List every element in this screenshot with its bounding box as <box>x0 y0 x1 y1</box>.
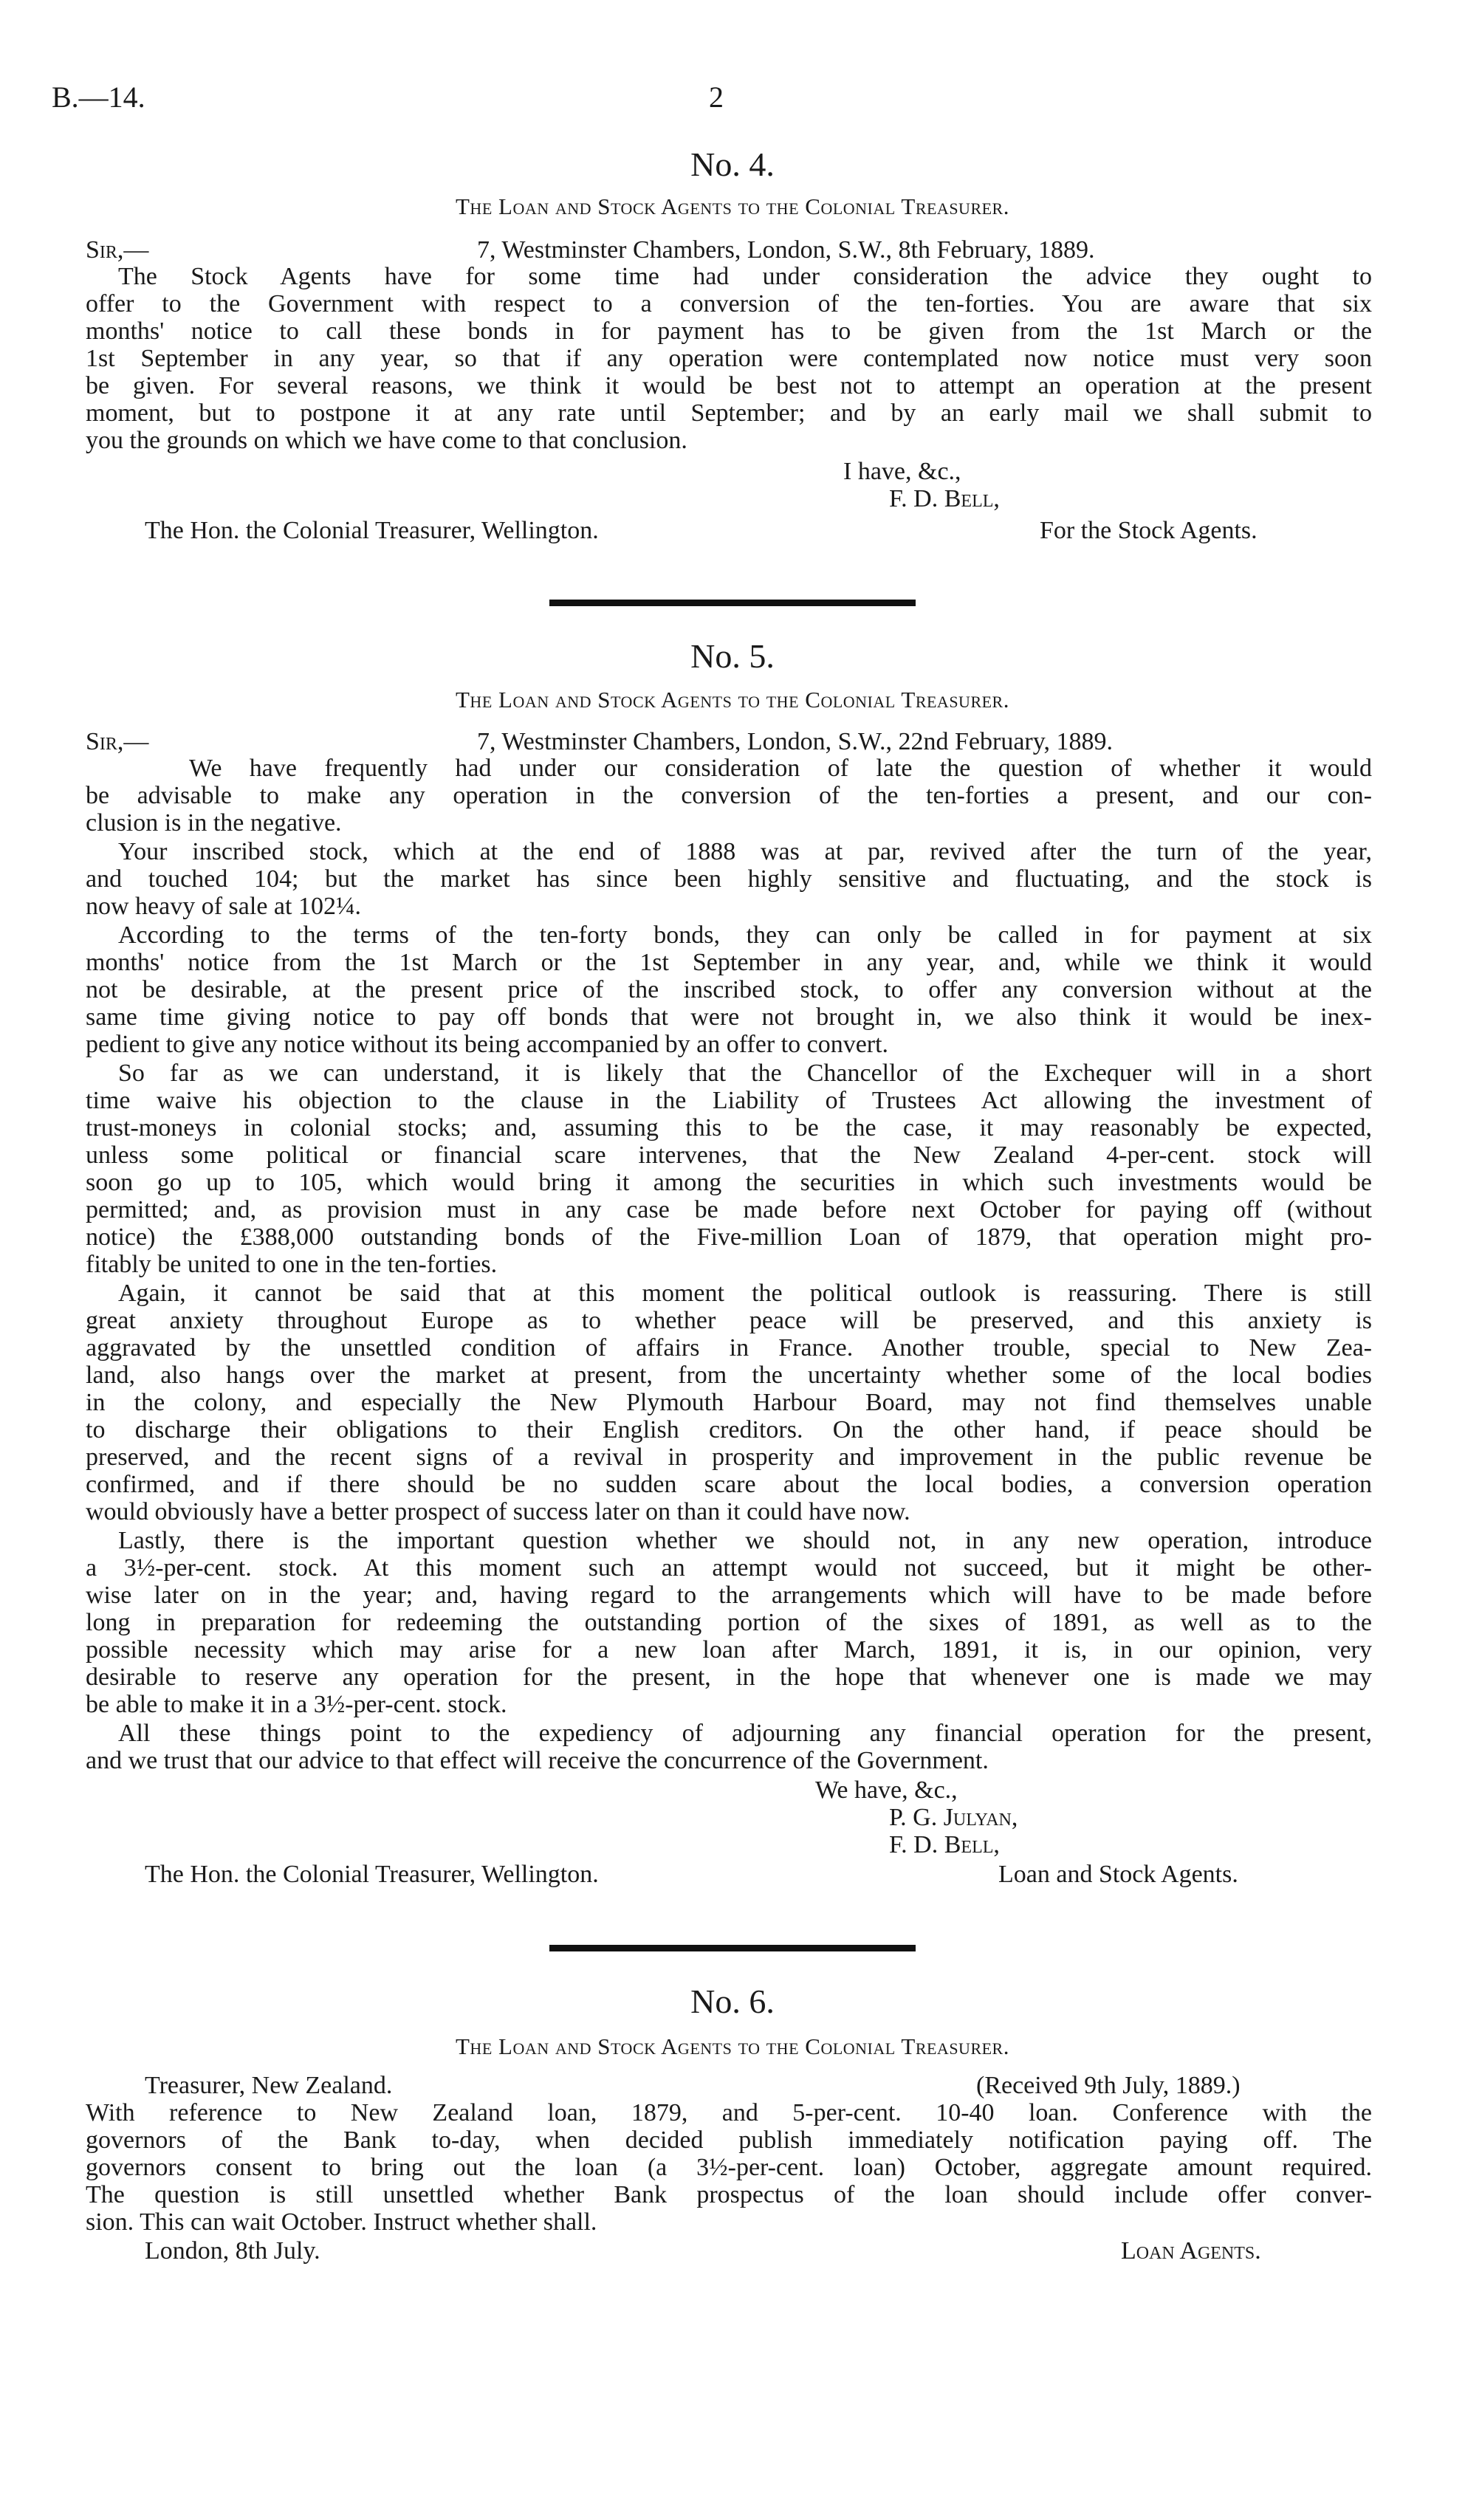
signature: Loan Agents. <box>1121 2237 1261 2265</box>
body-line: wise later on in the year; and, having regard to the arrangements which will have to be made before <box>86 1582 1372 1609</box>
closing: We have, &c., <box>815 1776 958 1804</box>
letter-subtitle: The Loan and Stock Agents to the Colonial Treasurer. <box>456 2033 1009 2059</box>
body-line: a 3½-per-cent. stock. At this moment such an attempt would not succeed, but it might be other- <box>86 1554 1372 1582</box>
section-divider <box>549 1945 916 1951</box>
body-line: time waive his objection to the clause in the Liability of Trustees Act allowing the investment of <box>86 1087 1372 1114</box>
body-line: notice) the £388,000 outstanding bonds of the Five-million Loan of 1879, that operation might pro- <box>86 1223 1372 1251</box>
body-line: long in preparation for redeeming the outstanding portion of the sixes of 1891, as well as to the <box>86 1609 1372 1636</box>
body-line: be advisable to make any operation in the conversion of the ten-forties a present, and our con- <box>86 782 1372 809</box>
body-line: All these things point to the expediency of adjourning any financial operation for the present, <box>118 1720 1372 1747</box>
body-line: trust-moneys in colonial stocks; and, assuming this to be the case, it may reasonably be expected, <box>86 1114 1372 1141</box>
body-line: aggravated by the unsettled condition of affairs in France. Another trouble, special to New Zea- <box>86 1334 1372 1362</box>
body-line: Lastly, there is the important question whether we should not, in any new operation, introduce <box>118 1527 1372 1554</box>
body-line: great anxiety throughout Europe as to whether peace will be preserved, and this anxiety is <box>86 1307 1372 1334</box>
letter-subtitle: The Loan and Stock Agents to the Colonial Treasurer. <box>456 687 1009 713</box>
body-line: would obviously have a better prospect of success later on than it could have now. <box>86 1498 910 1525</box>
body-line: With reference to New Zealand loan, 1879, and 5-per-cent. 10-40 loan. Conference with the <box>86 2099 1372 2126</box>
body-line: According to the terms of the ten-forty bonds, they can only be called in for payment at six <box>118 921 1372 949</box>
salutation: Sir,— <box>86 728 149 755</box>
salutation: Sir,— <box>86 236 149 264</box>
body-line: be given. For several reasons, we think it would be best not to attempt an operation at the present <box>86 372 1372 399</box>
letter-number: No. 5. <box>690 637 775 675</box>
signatory: F. D. Bell, <box>889 1831 1000 1858</box>
signatory-role: Loan and Stock Agents. <box>998 1861 1238 1888</box>
recipient: The Hon. the Colonial Treasurer, Wellington. <box>145 1861 599 1888</box>
body-line: in the colony, and especially the New Plymouth Harbour Board, may not find themselves unable <box>86 1389 1372 1416</box>
letter-number: No. 6. <box>690 1982 775 2020</box>
body-line: same time giving notice to pay off bonds that were not brought in, we also think it would be inex- <box>86 1003 1372 1031</box>
body-line: months' notice to call these bonds in for payment has to be given from the 1st March or the <box>86 317 1372 345</box>
body-line: clusion is in the negative. <box>86 809 342 837</box>
closing: I have, &c., <box>843 458 961 485</box>
section-divider <box>549 600 916 606</box>
letter-number: No. 4. <box>690 145 775 183</box>
body-line: The Stock Agents have for some time had under consideration the advice they ought to <box>118 263 1372 290</box>
body-line: to discharge their obligations to their English creditors. On the other hand, if peace should be <box>86 1416 1372 1443</box>
body-line: and we trust that our advice to that effect will receive the concurrence of the Government. <box>86 1747 989 1774</box>
body-line: Your inscribed stock, which at the end of 1888 was at par, revived after the turn of the year, <box>118 838 1372 865</box>
body-line: land, also hangs over the market at present, from the uncertainty whether some of the local bodies <box>86 1362 1372 1389</box>
signatory: P. G. Julyan, <box>889 1804 1018 1831</box>
body-line: possible necessity which may arise for a new loan after March, 1891, it is, in our opinion, very <box>86 1636 1372 1664</box>
signatory-role: For the Stock Agents. <box>1040 517 1258 544</box>
body-line: sion. This can wait October. Instruct whether shall. <box>86 2208 597 2236</box>
sender-address: 7, Westminster Chambers, London, S.W., 22nd February, 1889. <box>477 728 1114 755</box>
body-line: offer to the Government with respect to a conversion of the ten-forties. You are aware that six <box>86 290 1372 317</box>
body-line: preserved, and the recent signs of a revival in prosperity and improvement in the public revenue be <box>86 1443 1372 1471</box>
addressee: Treasurer, New Zealand. <box>145 2072 393 2099</box>
body-line: not be desirable, at the present price of the inscribed stock, to offer any conversion without at the <box>86 976 1372 1003</box>
body-line: desirable to reserve any operation for the present, in the hope that whenever one is made we may <box>86 1664 1372 1691</box>
body-line: 1st September in any year, so that if any operation were contemplated now notice must very soon <box>86 345 1372 372</box>
body-line: Again, it cannot be said that at this moment the political outlook is reassuring. There is still <box>118 1280 1372 1307</box>
letter-subtitle: The Loan and Stock Agents to the Colonial Treasurer. <box>456 193 1009 219</box>
page-number: 2 <box>709 80 724 114</box>
body-line: you the grounds on which we have come to that conclusion. <box>86 427 687 454</box>
body-line: fitably be united to one in the ten-forties. <box>86 1251 498 1278</box>
place-date: London, 8th July. <box>145 2237 320 2265</box>
body-line: So far as we can understand, it is likely that the Chancellor of the Exchequer will in a short <box>118 1060 1372 1087</box>
body-line: The question is still unsettled whether Bank prospectus of the loan should include offer conver- <box>86 2181 1372 2208</box>
body-line: moment, but to postpone it at any rate until September; and by an early mail we shall submit to <box>86 399 1372 427</box>
body-line: confirmed, and if there should be no sudden scare about the local bodies, a conversion operation <box>86 1471 1372 1498</box>
body-line: permitted; and, as provision must in any case be made before next October for paying off (without <box>86 1196 1372 1223</box>
signatory: F. D. Bell, <box>889 485 1000 512</box>
body-line: pedient to give any notice without its being accompanied by an offer to convert. <box>86 1031 889 1058</box>
recipient: The Hon. the Colonial Treasurer, Wellington. <box>145 517 599 544</box>
sender-address: 7, Westminster Chambers, London, S.W., 8th February, 1889. <box>477 236 1095 264</box>
page-reference: B.—14. <box>52 80 145 114</box>
body-line: unless some political or financial scare intervenes, that the New Zealand 4-per-cent. stock will <box>86 1141 1372 1169</box>
received-date: (Received 9th July, 1889.) <box>976 2072 1241 2099</box>
body-line: and touched 104; but the market has since been highly sensitive and fluctuating, and the stock is <box>86 865 1372 893</box>
body-line: months' notice from the 1st March or the 1st September in any year, and, while we think it would <box>86 949 1372 976</box>
body-line: governors of the Bank to-day, when decided publish immediately notification paying off. The <box>86 2126 1372 2154</box>
body-line: be able to make it in a 3½-per-cent. stock. <box>86 1691 507 1718</box>
body-line: governors consent to bring out the loan (a 3½-per-cent. loan) October, aggregate amount required. <box>86 2154 1372 2181</box>
body-line: now heavy of sale at 102¼. <box>86 893 361 920</box>
body-line: soon go up to 105, which would bring it among the securities in which such investments would be <box>86 1169 1372 1196</box>
body-line: We have frequently had under our consideration of late the question of whether it would <box>189 755 1372 782</box>
